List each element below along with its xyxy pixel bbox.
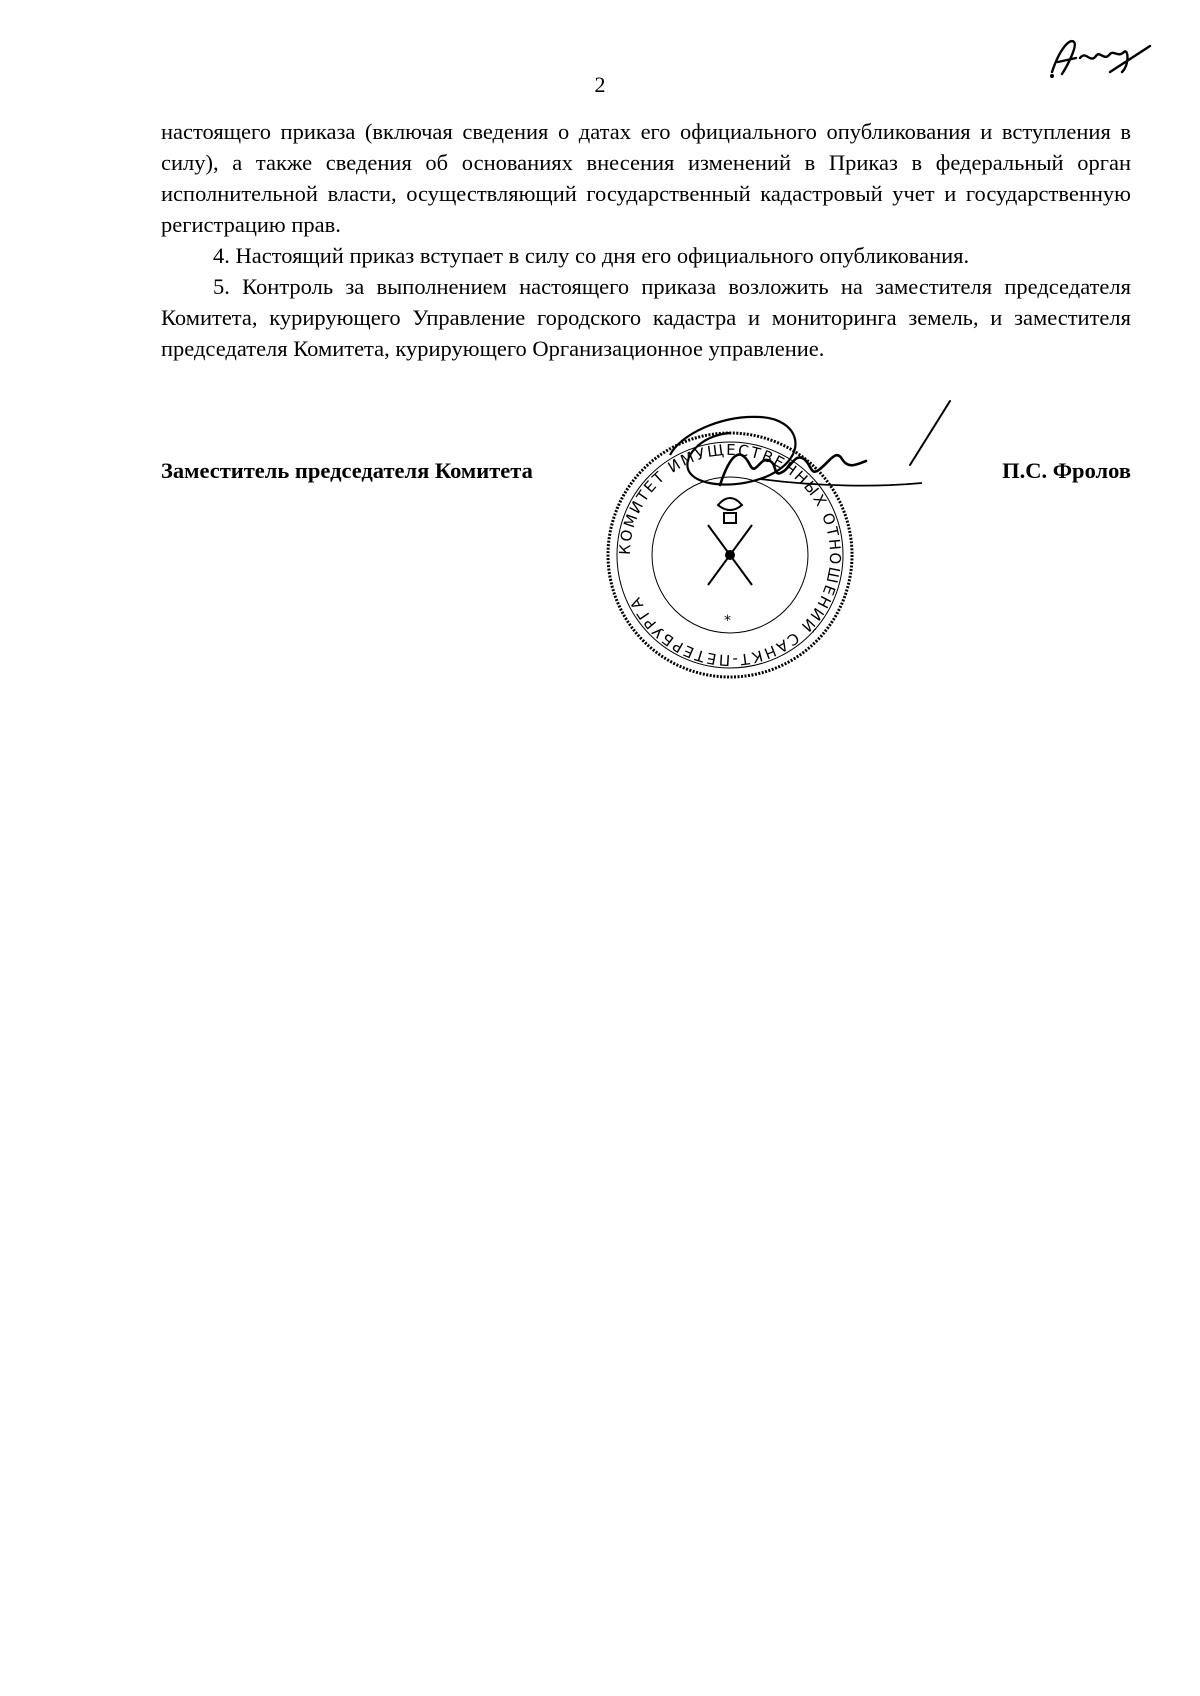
paragraph-continuation: настоящего приказа (включая сведения о датах его официального опубликования и вступления в силу), а также сведения об основаниях внесения изменений в Приказ в федеральный орган исполнительной власти, осуществляющий государственный кадастровый учет и государственную регистрацию прав.	[161, 119, 1131, 237]
signatory-title: Заместитель председателя Комитета	[161, 458, 533, 483]
initials-mark	[1040, 28, 1160, 88]
document-body	[161, 116, 1131, 364]
seal-ring-text: КОМИТЕТ ИМУЩЕСТВЕННЫХ ОТНОШЕНИЙ САНКТ-ПЕТЕРБУРГА	[615, 440, 845, 670]
page-number: 2	[594, 72, 606, 97]
svg-text:*: *	[724, 613, 731, 629]
signature-block	[161, 458, 1131, 498]
signatory-name: П.С. Фролов	[1002, 458, 1131, 483]
item-4: 4. Настоящий приказ вступает в силу со дня его официального опубликования.	[213, 243, 970, 268]
item-5: 5. Контроль за выполнением настоящего приказа возложить на заместителя председателя Комитета, курирующего Управление городского кадастра и мониторинга земель, и заместителя председателя Комитета, курирующего Организационное управление.	[161, 274, 1131, 361]
